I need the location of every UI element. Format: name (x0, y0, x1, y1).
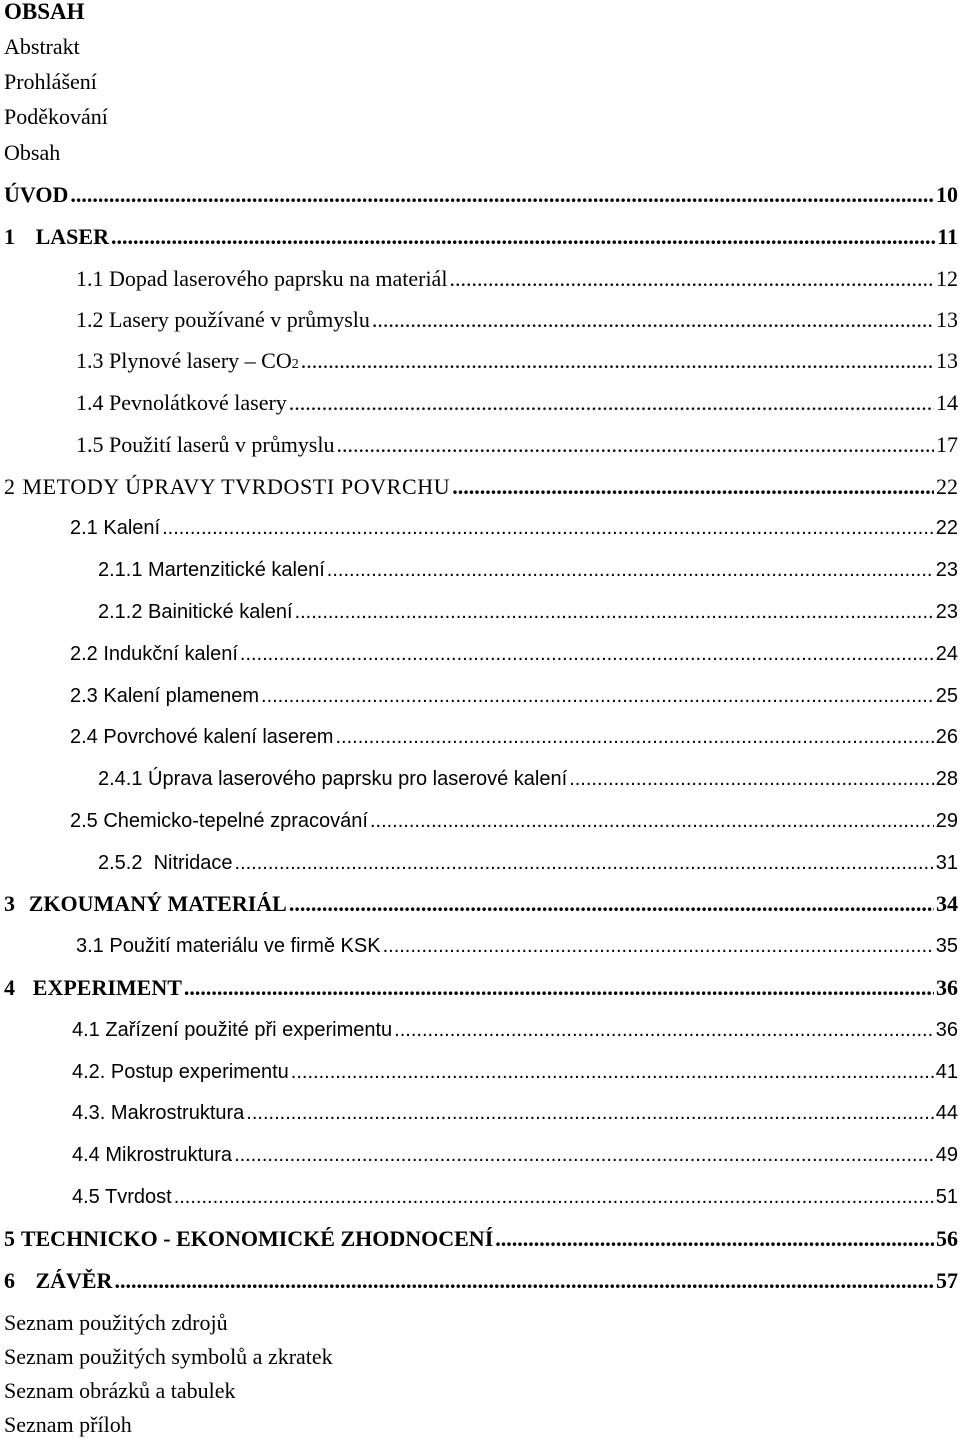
toc-entry-label: EXPERIMENT (32, 975, 182, 1000)
leader-dots (174, 1182, 934, 1212)
leader-dots (289, 889, 934, 919)
toc-entry-label: 4.1 Zařízení použité při experimentu (72, 1019, 393, 1041)
toc-entry-number: 3 (4, 891, 15, 916)
toc-entry-3-1[interactable] (76, 931, 958, 961)
toc-entry-2-4[interactable] (70, 722, 958, 752)
toc-entry-label: ZKOUMANÝ MATERIÁL (28, 891, 287, 916)
leader-dots (335, 722, 933, 752)
toc-entry-label: 1.2 Lasery používané v průmyslu (76, 307, 370, 332)
toc-entry-label: 2.4 Povrchové kalení laserem (70, 726, 334, 748)
toc-entry-label: TECHNICKO - EKONOMICKÉ ZHODNOCENÍ (20, 1226, 494, 1251)
back-item-zdroje[interactable]: Seznam použitých zdrojů (4, 1310, 228, 1335)
toc-entry-label: 4.4 Mikrostruktura (72, 1144, 233, 1166)
leader-dots (372, 305, 934, 335)
toc-entry-label: 2.3 Kalení plamenem (70, 685, 260, 707)
toc-entry-label: 4.2. Postup experimentu (72, 1061, 289, 1083)
leader-dots (495, 1224, 934, 1254)
toc-entry-laser[interactable] (4, 222, 958, 252)
toc-entry-1-1[interactable] (76, 264, 958, 294)
toc-entry-label: 4.5 Tvrdost (72, 1186, 172, 1208)
toc-entry-page: 22 (936, 474, 958, 499)
front-item-abstrakt[interactable]: Abstrakt (4, 34, 80, 59)
leader-dots (291, 1057, 934, 1087)
toc-entry-number: 6 (4, 1268, 15, 1293)
toc-entry-page: 57 (936, 1268, 958, 1293)
toc-entry-label: 2.2 Indukční kalení (70, 643, 238, 665)
toc-entry-page: 14 (936, 390, 958, 415)
leader-dots (370, 806, 934, 836)
toc-entry-page: 12 (936, 266, 958, 291)
toc-entry-label: METODY ÚPRAVY TVRDOSTI POVRCHU (22, 474, 451, 499)
toc-entry-1-5[interactable] (76, 430, 958, 460)
leader-dots (295, 597, 934, 627)
toc-entry-4-4[interactable] (72, 1140, 958, 1170)
leader-dots (235, 848, 934, 878)
toc-entry-page: 56 (936, 1226, 958, 1251)
toc-entry-page: 36 (935, 1019, 958, 1041)
toc-entry-label: 2.1.2 Bainitické kalení (98, 601, 293, 623)
toc-entry-4-1[interactable] (72, 1015, 958, 1045)
toc-entry-label: 1.4 Pevnolátkové lasery (76, 390, 287, 415)
toc-entry-label: 3.1 Použití materiálu ve firmě KSK (76, 935, 381, 957)
toc-entry-4-2[interactable] (72, 1057, 958, 1087)
leader-dots (289, 388, 934, 418)
back-item-obrazky[interactable]: Seznam obrázků a tabulek (4, 1378, 236, 1403)
toc-entry-1-3[interactable]: 1.3 Plynové lasery – CO 2 ..... 13 (76, 346, 958, 376)
toc-entry-2-4-1[interactable] (98, 764, 958, 794)
toc-entry-zaver[interactable] (4, 1266, 958, 1296)
toc-entry-2-1[interactable] (70, 513, 958, 543)
toc-entry-page: 11 (937, 224, 958, 249)
toc-entry-label: ÚVOD (4, 182, 69, 207)
toc-entry-page: 24 (935, 643, 958, 665)
toc-entry-page: 23 (935, 601, 958, 623)
toc-entry-label: 1.1 Dopad laserového paprsku na materiál (76, 266, 448, 291)
toc-entry-2-1-1[interactable] (98, 555, 958, 585)
toc-entry-number: 5 (4, 1226, 15, 1251)
leader-dots (569, 764, 934, 794)
toc-entry-page: 34 (936, 891, 958, 916)
toc-entry-page: 31 (935, 852, 958, 874)
toc-entry-page: 51 (935, 1186, 958, 1208)
toc-entry-experiment[interactable] (4, 973, 958, 1003)
toc-entry-2-5-2[interactable] (98, 848, 958, 878)
toc-entry-metody[interactable] (4, 472, 958, 502)
toc-entry-label: 2.1 Kalení (70, 517, 161, 539)
toc-entry-technicko-ekonomicke[interactable] (4, 1224, 958, 1254)
toc-entry-uvod[interactable] (4, 180, 958, 210)
toc-entry-2-3[interactable] (70, 681, 958, 711)
toc-entry-label: 2.5.2 Nitridace (98, 852, 233, 874)
toc-entry-label: 4.3. Makrostruktura (72, 1102, 245, 1124)
back-item-prilohy[interactable]: Seznam příloh (4, 1412, 132, 1437)
toc-entry-page: 13 (936, 307, 958, 332)
toc-entry-page: 49 (935, 1144, 958, 1166)
toc-entry-page: 41 (935, 1061, 958, 1083)
leader-dots (111, 222, 935, 252)
toc-entry-1-2[interactable] (76, 305, 958, 335)
leader-dots (383, 931, 934, 961)
toc-entry-label: 2.5 Chemicko-tepelné zpracování (70, 810, 368, 832)
toc-entry-page: 26 (935, 726, 958, 748)
toc-entry-page: 29 (935, 810, 958, 832)
toc-entry-page: 10 (936, 182, 958, 207)
toc-entry-page: 23 (935, 559, 958, 581)
toc-entry-1-4[interactable] (76, 388, 958, 418)
leader-dots (246, 1098, 933, 1128)
toc-entry-page: 36 (936, 975, 958, 1000)
leader-dots (234, 1140, 934, 1170)
toc-entry-page: 22 (935, 517, 958, 539)
toc-entry-label: 1.3 Plynové lasery – CO (76, 348, 292, 373)
toc-entry-number: 4 (4, 975, 15, 1000)
leader-dots (449, 264, 934, 294)
toc-entry-page: 13 (936, 348, 958, 373)
leader-dots (240, 639, 934, 669)
toc-entry-page: 25 (935, 685, 958, 707)
toc-entry-label: 2.4.1 Úprava laserového paprsku pro laserové kalení (98, 768, 568, 790)
toc-entry-2-1-2[interactable] (98, 597, 958, 627)
toc-entry-page: 28 (935, 768, 958, 790)
leader-dots (184, 973, 934, 1003)
page-title: OBSAH (4, 0, 85, 24)
toc-entry-page: 17 (936, 432, 958, 457)
toc-entry-label: ZÁVĚR (35, 1268, 113, 1293)
leader-dots (327, 555, 934, 585)
leader-dots (114, 1266, 934, 1296)
front-item-obsah[interactable]: Obsah (4, 140, 61, 165)
leader-dots (394, 1015, 934, 1045)
toc-entry-label: 2.1.1 Martenzitické kalení (98, 559, 325, 581)
leader-dots (301, 346, 934, 376)
leader-dots (162, 513, 934, 543)
toc-entry-page: 44 (935, 1102, 958, 1124)
toc-entry-label: LASER (35, 224, 109, 249)
toc-entry-number: 1 (4, 224, 15, 249)
back-item-symboly[interactable]: Seznam použitých symbolů a zkratek (4, 1344, 333, 1369)
toc-entry-zkoumany-material[interactable] (4, 889, 958, 919)
leader-dots (70, 180, 934, 210)
toc-entry-number: 2 (4, 474, 15, 499)
front-item-prohlaseni[interactable]: Prohlášení (4, 69, 97, 94)
toc-entry-2-2[interactable] (70, 639, 958, 669)
toc-entry-label: 1.5 Použití laserů v průmyslu (76, 432, 335, 457)
toc-entry-4-3[interactable] (72, 1098, 958, 1128)
toc-entry-page: 35 (935, 935, 958, 957)
leader-dots (261, 681, 934, 711)
toc-entry-4-5[interactable] (72, 1182, 958, 1212)
front-item-podekovani[interactable]: Poděkování (4, 104, 108, 129)
toc-entry-2-5[interactable] (70, 806, 958, 836)
leader-dots (336, 430, 934, 460)
leader-dots (452, 472, 934, 502)
